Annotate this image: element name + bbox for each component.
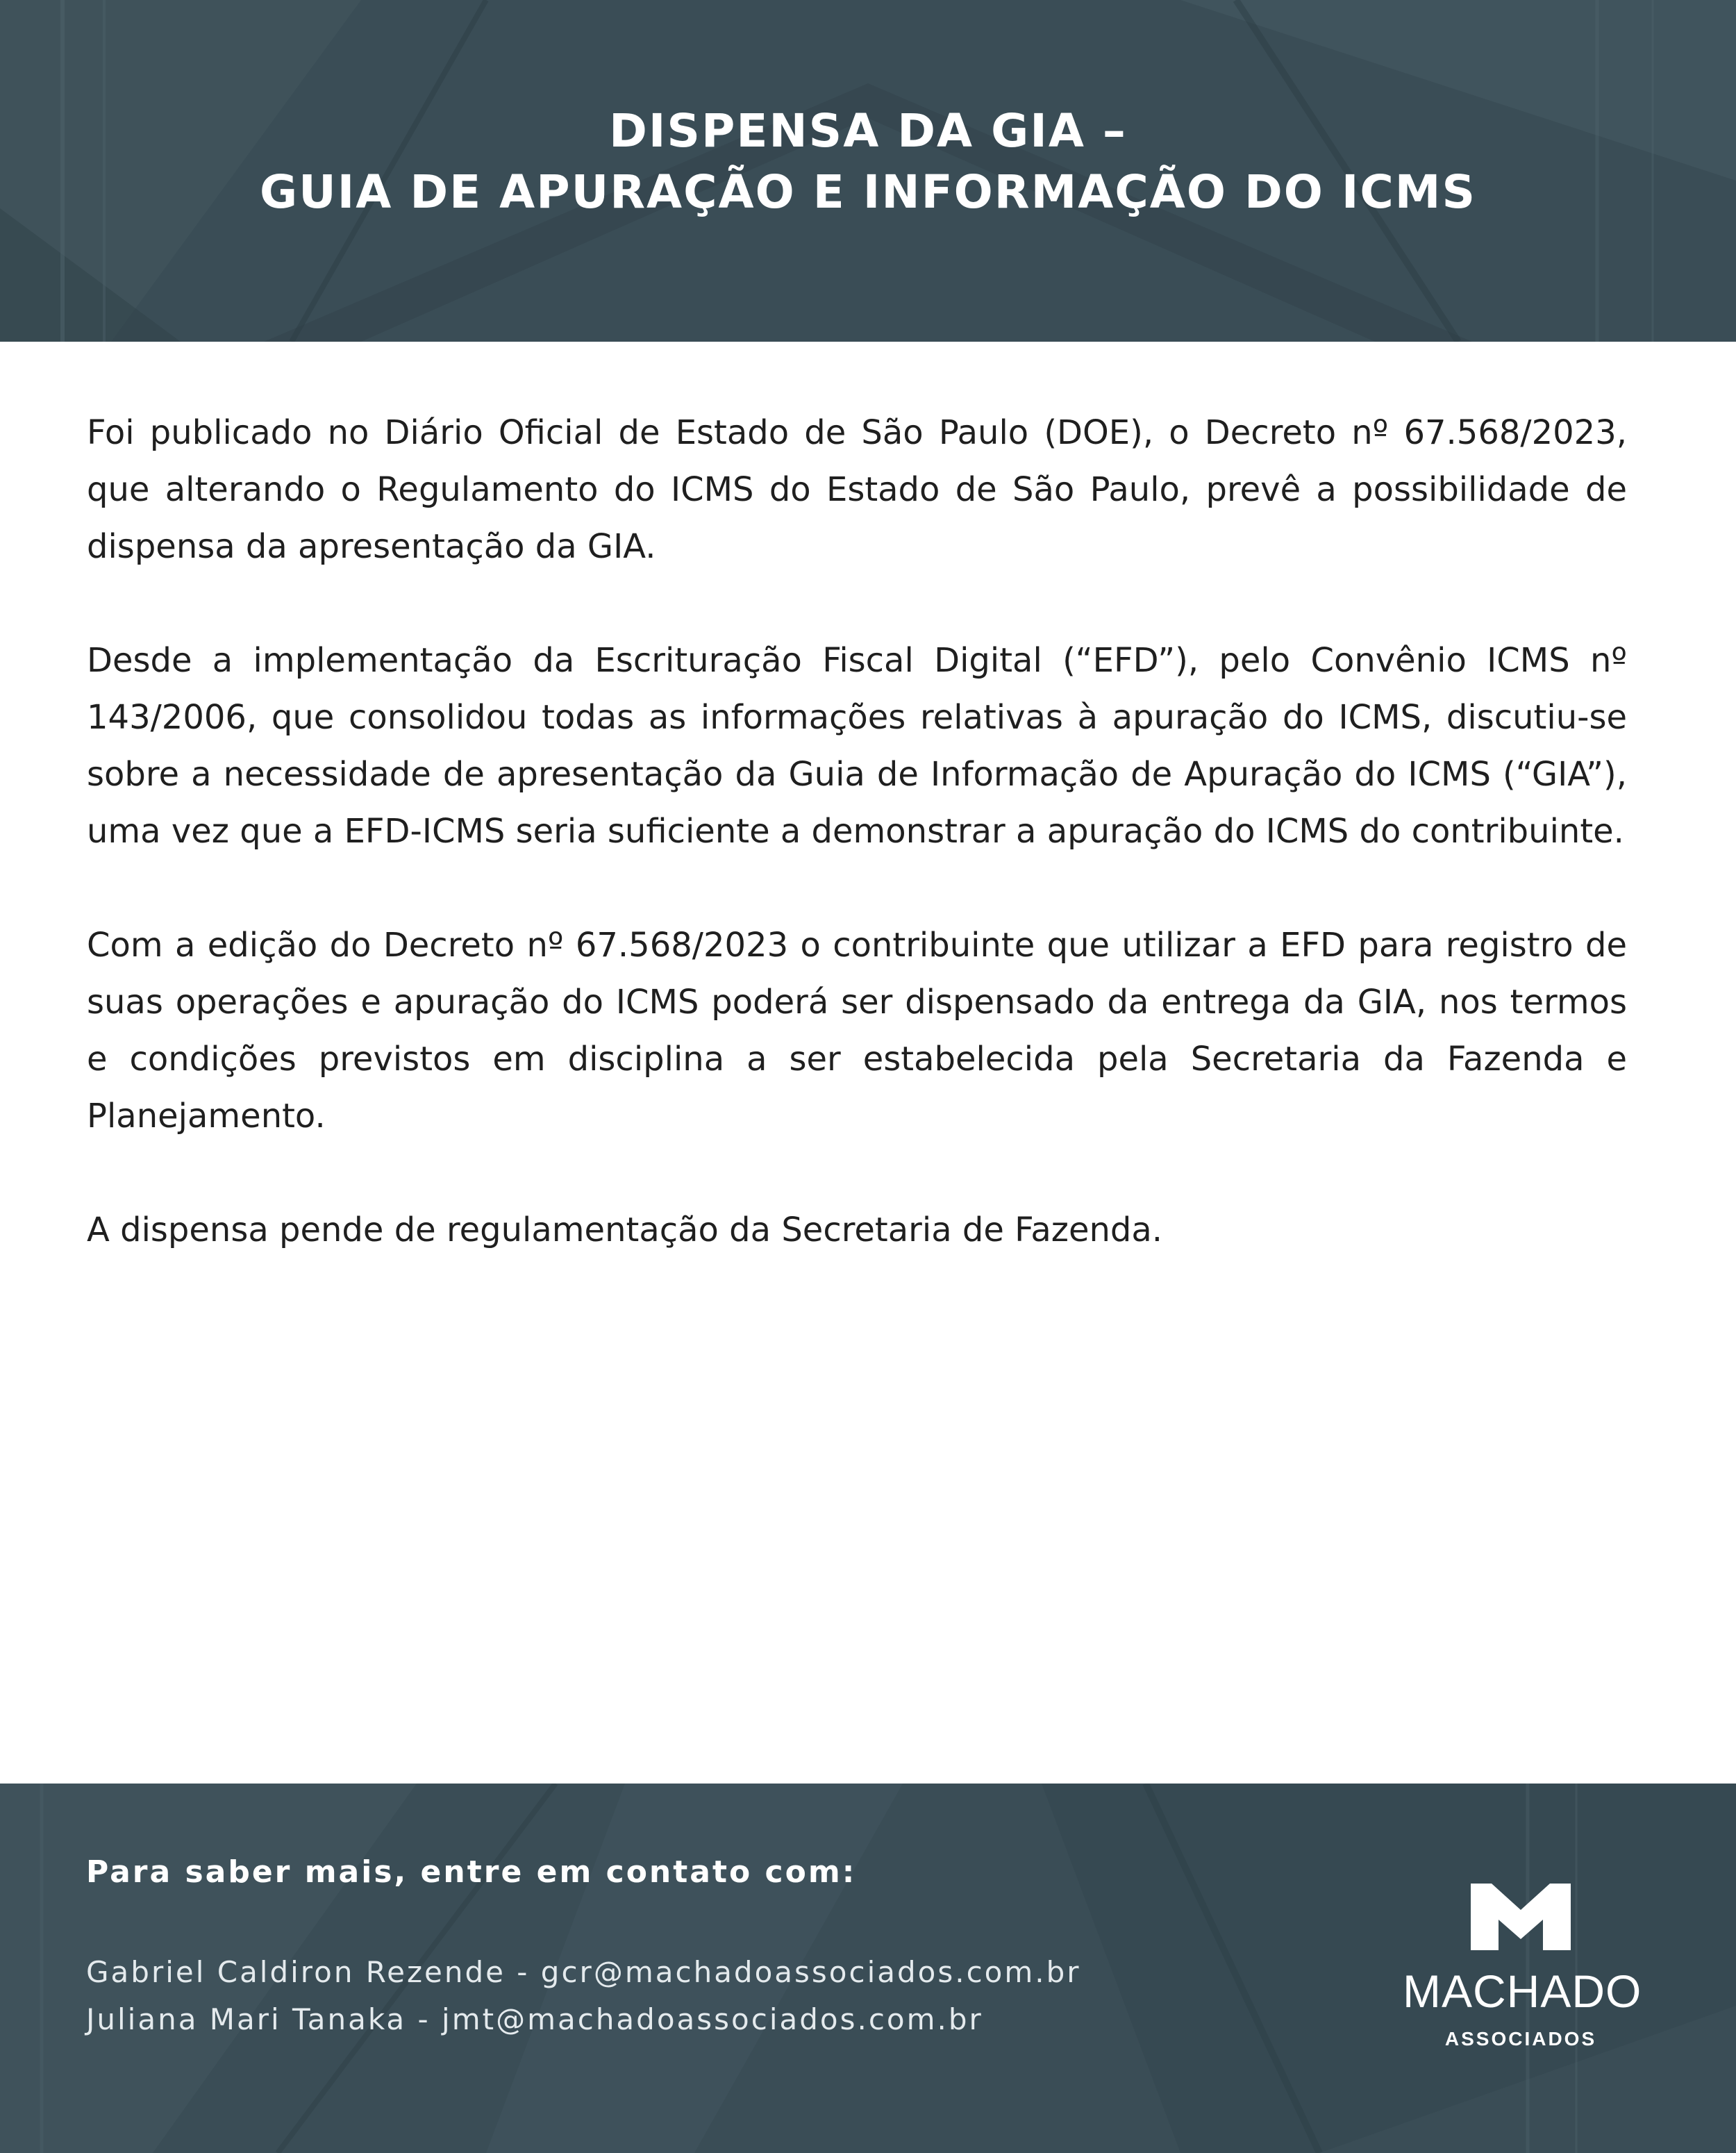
logo-mark-icon xyxy=(1471,1884,1571,1950)
contact-gabriel: Gabriel Caldiron Rezende - gcr@machadoassociados.com.br xyxy=(86,1955,1081,1989)
logo-subtitle: ASSOCIADOS xyxy=(1444,2028,1597,2050)
paragraph-3: Com a edição do Decreto nº 67.568/2023 o contribuinte que utilizar a EFD para registro de suas operações e apuração do ICMS poderá ser dispensado da entrega da GIA, nos termos e condições previstos em disciplina a ser estabelecida pela Secretaria da Fazenda e Planejamento. xyxy=(87,926,1627,1136)
logo-name: MACHADO xyxy=(1403,1965,1642,2017)
paragraph-1: Foi publicado no Diário Oficial de Estado de São Paulo (DOE), o Decreto nº 67.568/2023, que alterando o Regulamento do ICMS do Estado de São Paulo, prevê a possibilidade de dispensa da apresentação da GIA. xyxy=(87,413,1627,566)
footer-banner xyxy=(0,1784,1736,2153)
paragraph-4: A dispensa pende de regulamentação da Secretaria de Fazenda. xyxy=(87,1211,1163,1249)
contact-heading: Para saber mais, entre em contato com: xyxy=(86,1854,857,1890)
article-body xyxy=(87,404,1627,1315)
page-title xyxy=(0,101,1736,223)
paragraph-2: Desde a implementação da Escrituração Fiscal Digital (“EFD”), pelo Convênio ICMS nº 143/2006, que consolidou todas as informações relativas à apuração do ICMS, discutiu-se sobre a necessidade de apresentação da Guia de Informação de Apuração do ICMS (“GIA”), uma vez que a EFD-ICMS seria suficiente a demonstrar a apuração do ICMS do contribuinte. xyxy=(87,641,1627,851)
machado-associados-logo xyxy=(1403,1884,1642,2057)
header-banner xyxy=(0,0,1736,342)
title-line-2: GUIA DE APURAÇÃO E INFORMAÇÃO DO ICMS xyxy=(259,165,1477,219)
title-line-1: DISPENSA DA GIA – xyxy=(609,104,1127,158)
contact-juliana: Juliana Mari Tanaka - jmt@machadoassociados.com.br xyxy=(86,2002,983,2036)
